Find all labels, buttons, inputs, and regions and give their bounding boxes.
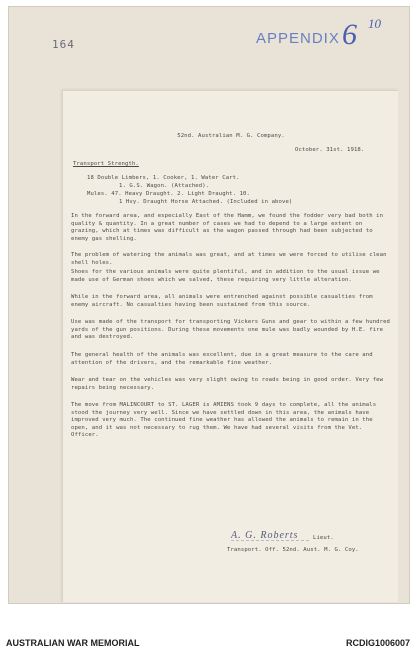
report-paragraph: In the forward area, and especially East of the Hamm, we found the fodder very bad both in quality & quantity. In a great number of cases we had to depend to a large extent on grazing, which at times was difficult as the wagon passed through had been subjected to enemy gas shelling. (71, 213, 384, 242)
page-number: 164 (52, 38, 75, 51)
report-paragraph: The general health of the animals was excellent, due in a great measure to the care and attention of the drivers, and the remarkable fine weather. (71, 352, 373, 366)
archive-footer (0, 606, 416, 654)
signature: A. G. Roberts (231, 531, 309, 541)
report-date: October. 31st. 1918. (295, 147, 365, 153)
footer-record-id: RCDIG1006007 (345, 638, 410, 648)
appendix-stamp: APPENDIX (256, 30, 340, 47)
report-paragraph: The problem of watering the animals was great, and at times we were forced to utilise clean shell holes. (71, 252, 387, 266)
report-paragraph: The move from MALINCOURT to ST. LAGER is AMIENS took 9 days to complete, all the animals stood the journey very well. Since we have settled down in this area, the animals have improved very much. The continued fine weather has allowed the animals to remain in the open, and it was not necessary to rug them. We have had several visits from the Vet. Officer. (71, 402, 377, 439)
typed-report-page (62, 90, 398, 602)
strength-line: Mules. 47. Heavy Draught. 2. Light Draught. 10. (87, 191, 250, 197)
report-paragraph: Shoes for the various animals were quite plentiful, and in addition to the usual issue we made use of German shoes which we salved, these requiring very little alteration. (71, 269, 380, 283)
appendix-sub-number: 10 (368, 16, 381, 31)
report-heading: 52nd. Australian M. G. Company. (177, 133, 285, 139)
strength-line: 1. G.S. Wagon. (Attached). (119, 183, 210, 189)
report-paragraph: Wear and tear on the vehicles was very slight owing to roads being in good order. Very few repairs being necessary. (71, 377, 384, 391)
report-paragraph: While in the forward area, all animals were entrenched against possible casualties from enemy aircraft. No casualties having been sustained from this source. (71, 294, 373, 308)
strength-line: 18 Double Limbers, 1. Cooker, 1. Water Cart. (87, 175, 240, 181)
appendix-number: 6 (342, 18, 357, 51)
section-title: Transport Strength. (73, 161, 139, 167)
signature-title: Transport. Off. 52nd. Aust. M. G. Coy. (227, 547, 359, 553)
strength-line: 1 Hvy. Draught Horse Attached. (Included in above) (119, 199, 293, 205)
signature-rank: Lieut. (313, 535, 334, 541)
report-paragraph: Use was made of the transport for transporting Vickers Guns and gear to within a few hundred yards of the gun positions. During these movements one mule was badly wounded by H.E. fire and was destroyed. (71, 319, 391, 341)
footer-institution: AUSTRALIAN WAR MEMORIAL (6, 638, 140, 648)
